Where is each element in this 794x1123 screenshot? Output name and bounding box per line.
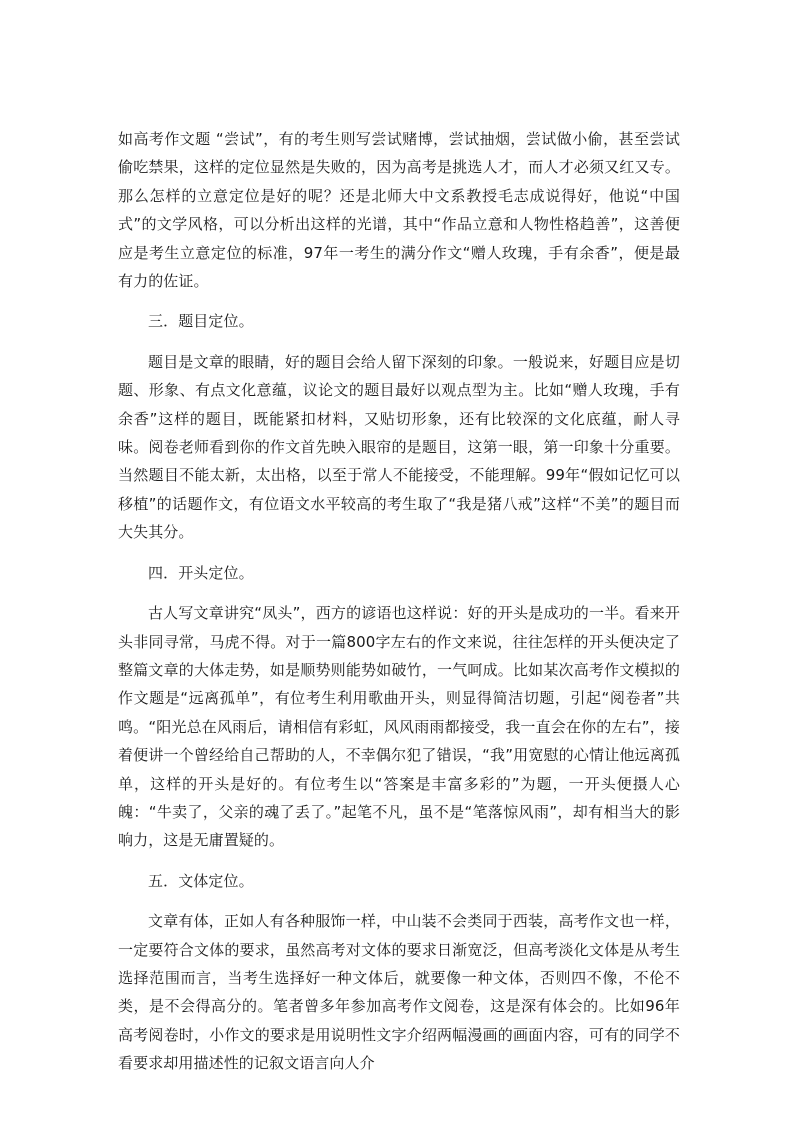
document-body <box>118 125 680 1090</box>
section-heading-opening-positioning: 四．开头定位。 <box>148 563 254 582</box>
paragraph-genre-positioning: 文章有体，正如人有各种服饰一样，中山装不会类同于西装，高考作文也一样，一定要符合文体的要求，虽然高考对文体的要求日渐宽泛，但高考淡化文体是从考生选择范围而言，当考生选择好一种文体后，就要像一种文体，否则四不像，不伦不类，是不会得高分的。笔者曾多年参加高考作文阅卷，这是深有体会的。比如96年高考阅卷时，小作文的要求是用说明性文字介绍两幅漫画的画面内容，可有的同学不看要求却用描述性的记叙文语言向人介 <box>118 912 680 1073</box>
paragraph-opening-positioning: 古人写文章讲究“凤头”，西方的谚语也这样说：好的开头是成功的一半。看来开头非同寻常，马虎不得。对于一篇800字左右的作文来说，往往怎样的开头便决定了整篇文章的大体走势，如是顺势则能势如破竹，一气呵成。比如某次高考作文模拟的作文题是“远离孤单”，有位考生利用歌曲开头，则显得简洁切题，引起“阅卷者”共鸣。“阳光总在风雨后，请相信有彩虹，风风雨雨都接受，我一直会在你的左右”，接着便讲一个曾经给自己帮助的人，不幸偶尔犯了错误，“我”用宽慰的心情让他远离孤单，这样的开头是好的。有位考生以“答案是丰富多彩的”为题，一开头便摄人心魄：“牛卖了，父亲的魂了丢了。”起笔不凡，虽不是“笔落惊风雨”，却有相当大的影响力，这是无庸置疑的。 <box>118 604 680 850</box>
section-heading-title-positioning: 三．题目定位。 <box>148 312 254 331</box>
paragraph-title-positioning: 题目是文章的眼睛，好的题目会给人留下深刻的印象。一般说来，好题目应是切题、形象、有点文化意蕴，议论文的题目最好以观点型为主。比如“赠人玫瑰，手有余香”这样的题目，既能紧扣材料，又贴切形象，还有比较深的文化底蕴，耐人寻味。阅卷老师看到你的作文首先映入眼帘的是题目，这第一眼，第一印象十分重要。当然题目不能太新，太出格，以至于常人不能接受，不能理解。99年“假如记忆可以移植”的话题作文，有位语文水平较高的考生取了“我是猪八戒”这样“不美”的题目而大失其分。 <box>118 352 680 542</box>
paragraph-intro: 如高考作文题 “尝试”，有的考生则写尝试赌博，尝试抽烟，尝试做小偷，甚至尝试偷吃禁果，这样的定位显然是失败的，因为高考是挑选人才，而人才必须又红又专。那么怎样的立意定位是好的呢？还是北师大中文系教授毛志成说得好，他说“中国式”的文学风格，可以分析出这样的光谱，其中“作品立意和人物性格趋善”，这善便应是考生立意定位的标准，97年一考生的满分作文“赠人玫瑰，手有余香”，便是最有力的佐证。 <box>118 130 680 291</box>
section-heading-genre-positioning: 五．文体定位。 <box>148 871 254 890</box>
